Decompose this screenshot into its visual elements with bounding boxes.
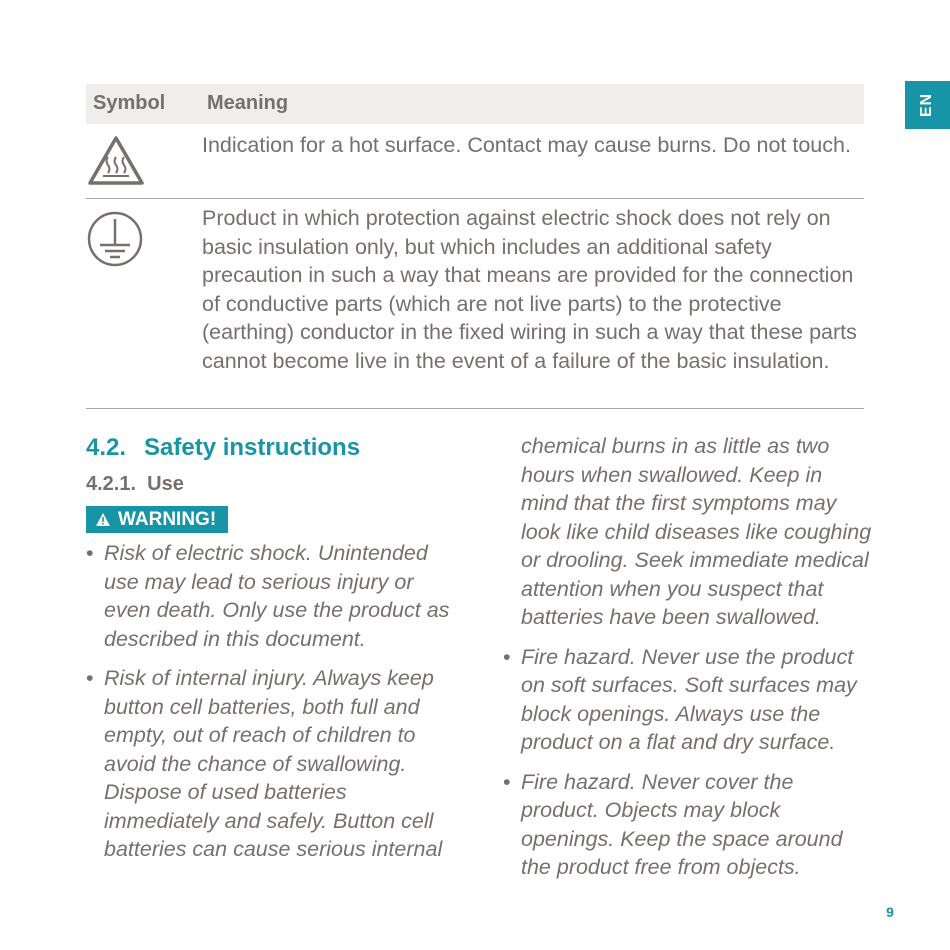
safety-list-left	[86, 539, 456, 864]
right-column	[503, 432, 873, 893]
section-title-text: Safety instructions	[144, 434, 361, 461]
warning-badge	[86, 506, 228, 533]
header-meaning: Meaning	[207, 92, 289, 114]
warning-label: WARNING!	[118, 509, 217, 530]
symbol-table-header	[86, 84, 864, 124]
left-column	[86, 430, 456, 875]
symbol-table	[86, 84, 864, 409]
list-item: • Fire hazard. Never cover the product. Objects may block openings. Keep the space around the product free from objects.	[503, 768, 873, 882]
symbol-meaning: Product in which protection against electric shock does not rely on basic insulation only, but which includes an additional safety precaution in such a way that means are provided for the connection of conductive parts (which are not live parts) to the protective (earthing) conductor in the fixed wiring in such a way that these parts cannot become live in the event of a failure of the basic insulation.	[202, 206, 857, 373]
list-item: • Risk of electric shock. Unintended use may lead to serious injury or even death. Only use the product as described in this document.	[86, 539, 456, 653]
symbol-meaning: Indication for a hot surface. Contact may cause burns. Do not touch.	[202, 133, 851, 157]
safety-list-right	[503, 643, 873, 882]
subsection-number: 4.2.1.	[86, 473, 137, 495]
section-title	[86, 430, 456, 466]
page-number: 9	[886, 904, 894, 920]
section-number: 4.2.	[86, 434, 127, 461]
subsection-title-text: Use	[147, 473, 184, 495]
list-item-continuation: chemical burns in as little as two hours when swallowed. Keep in mind that the first symptoms may look like child diseases like coughing or drooling. Seek immediate medical attention when you suspect that batteries have been swallowed.	[521, 434, 872, 629]
subsection-title	[86, 469, 456, 499]
header-symbol: Symbol	[93, 92, 166, 114]
symbol-row-protective-earth	[86, 199, 864, 409]
list-item: • Fire hazard. Never use the product on soft surfaces. Soft surfaces may block openings. Always use the product on a flat and dry surface.	[503, 643, 873, 757]
protective-earth-ground-icon	[86, 211, 146, 276]
symbol-row-hot-surface	[86, 124, 864, 199]
language-label: EN	[918, 92, 936, 118]
list-item: • Risk of internal injury. Always keep button cell batteries, both full and empty, out of reach of children to avoid the chance of swallowing. Dispose of used batteries immediately and safely. Button cell batteries can cause serious internal	[86, 664, 456, 864]
hot-surface-warning-icon	[86, 134, 146, 193]
warning-triangle-icon	[96, 507, 110, 534]
language-tab	[905, 81, 950, 129]
